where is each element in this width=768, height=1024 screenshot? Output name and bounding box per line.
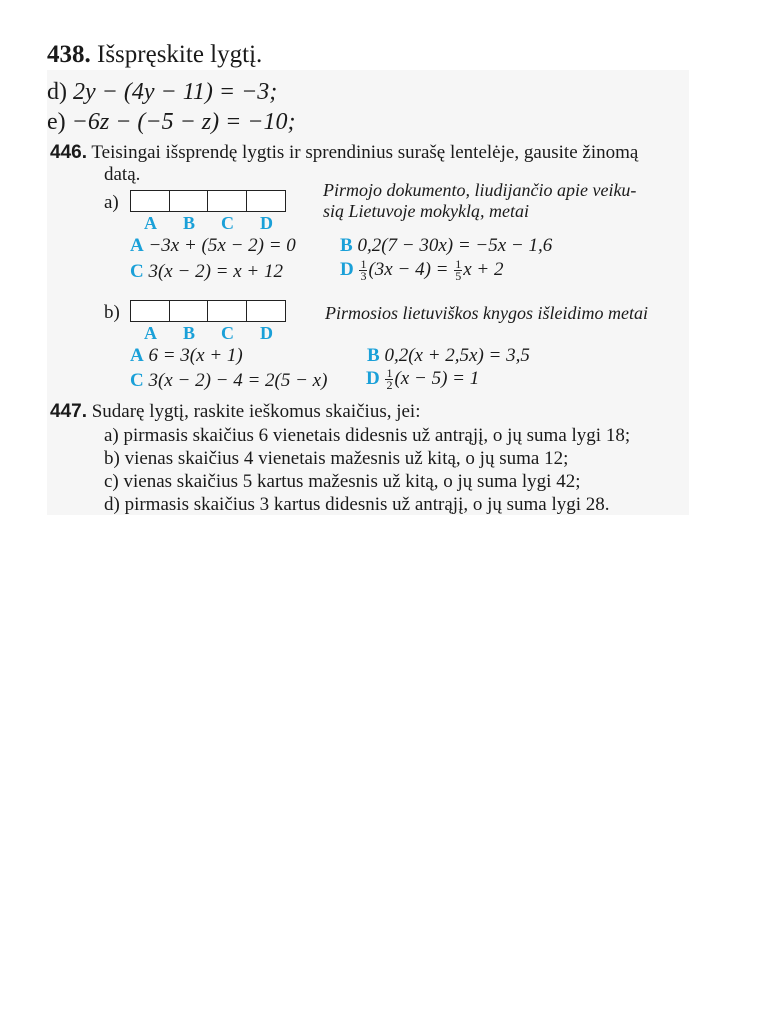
equation-text: (x − 5) = 1	[394, 368, 480, 389]
option-label: D	[340, 259, 354, 280]
equation-a-A	[130, 235, 296, 257]
problem-447-header	[50, 401, 421, 423]
item-text: vienas skaičius 4 vienetais mažesnis už kitą, o jų suma 12;	[124, 448, 569, 469]
box-letter: D	[260, 323, 273, 343]
box-letter: B	[183, 213, 196, 233]
item-label: c)	[104, 471, 119, 492]
item-text: pirmasis skaičius 3 kartus didesnis už antrąjį, o jų suma lygi 28.	[124, 494, 610, 515]
equation-b-B	[367, 345, 530, 367]
answer-boxes-b	[130, 300, 284, 322]
item-text: vienas skaičius 5 kartus mažesnis už kitą, o jų suma lygi 42;	[123, 471, 581, 492]
equation-text: 3(x − 2) − 4 = 2(5 − x)	[148, 370, 328, 391]
item-label: d)	[104, 494, 120, 515]
option-label: D	[366, 368, 380, 389]
fraction-denominator: 2	[386, 378, 393, 393]
fraction	[359, 259, 367, 282]
caption-b: Pirmosios lietuviškos knygos išleidimo metai	[325, 303, 648, 323]
equation-text: 0,2(x + 2,5x) = 3,5	[384, 345, 530, 366]
fraction	[385, 368, 393, 391]
fraction	[454, 259, 462, 282]
fraction-numerator: 1	[455, 257, 462, 272]
equation-text: 6 = 3(x + 1)	[148, 345, 243, 366]
item-label: e)	[47, 109, 66, 135]
item-label: d)	[47, 79, 67, 105]
problem-title: Sudarę lygtį, raskite ieškomus skaičius, jei:	[91, 401, 421, 422]
answer-box	[169, 190, 209, 212]
equation-b-C	[130, 370, 327, 392]
list-item	[104, 448, 568, 470]
problem-number: 447.	[50, 401, 87, 422]
equation-b-A	[130, 345, 243, 367]
equation-e	[47, 108, 295, 136]
answer-box	[246, 190, 286, 212]
box-letter: A	[144, 213, 157, 233]
option-label: A	[130, 345, 144, 366]
part-b-label: b)	[104, 302, 120, 323]
equation-text: 3(x − 2) = x + 12	[148, 261, 283, 282]
problem-text-line2: datą.	[104, 164, 141, 185]
equation-text: 0,2(7 − 30x) = −5x − 1,6	[357, 235, 553, 256]
caption-a-line2: sią Lietuvoje mokyklą, metai	[323, 201, 529, 221]
item-label: a)	[104, 425, 119, 446]
answer-box	[207, 300, 247, 322]
list-item	[104, 494, 610, 516]
caption-a-line1: Pirmojo dokumento, liudijančio apie veiku-	[323, 180, 637, 200]
option-label: A	[130, 235, 144, 256]
equation-text: −6z − (−5 − z) = −10;	[71, 109, 296, 135]
option-label: C	[130, 370, 144, 391]
item-text: pirmasis skaičius 6 vienetais didesnis už antrąjį, o jų suma lygi 18;	[123, 425, 631, 446]
fraction-numerator: 1	[360, 257, 367, 272]
equation-text: (3x − 4) =	[368, 259, 449, 280]
answer-box	[130, 300, 170, 322]
item-label: b)	[104, 448, 120, 469]
answer-boxes-a	[130, 190, 284, 212]
option-label: C	[130, 261, 144, 282]
fraction-denominator: 3	[360, 269, 367, 284]
problem-446-header	[50, 142, 638, 164]
equation-a-B	[340, 235, 552, 257]
problem-438-header	[47, 40, 262, 70]
problem-number: 446.	[50, 142, 87, 163]
problem-text: Teisingai išsprendę lygtis ir sprendinius surašę lentelėje, gausite žinomą	[91, 142, 639, 163]
answer-box	[169, 300, 209, 322]
list-item	[104, 425, 630, 447]
answer-box	[130, 190, 170, 212]
equation-a-C	[130, 261, 283, 283]
fraction-denominator: 5	[455, 269, 462, 284]
equation-text: x + 2	[463, 259, 504, 280]
problem-title: Išspręskite lygtį.	[97, 41, 263, 68]
list-item	[104, 471, 581, 493]
equation-a-D	[340, 259, 503, 282]
box-letter: C	[221, 213, 234, 233]
box-letter: D	[260, 213, 273, 233]
box-letter: A	[144, 323, 157, 343]
answer-box	[246, 300, 286, 322]
equation-b-D	[366, 368, 479, 391]
equation-d	[47, 78, 277, 106]
equation-text: 2y − (4y − 11) = −3;	[73, 79, 278, 105]
equation-text: −3x + (5x − 2) = 0	[148, 235, 296, 256]
fraction-numerator: 1	[386, 366, 393, 381]
box-letter: C	[221, 323, 234, 343]
part-a-label: a)	[104, 192, 119, 213]
option-label: B	[340, 235, 353, 256]
problem-number: 438.	[47, 41, 91, 68]
box-letter: B	[183, 323, 196, 343]
answer-box	[207, 190, 247, 212]
option-label: B	[367, 345, 380, 366]
